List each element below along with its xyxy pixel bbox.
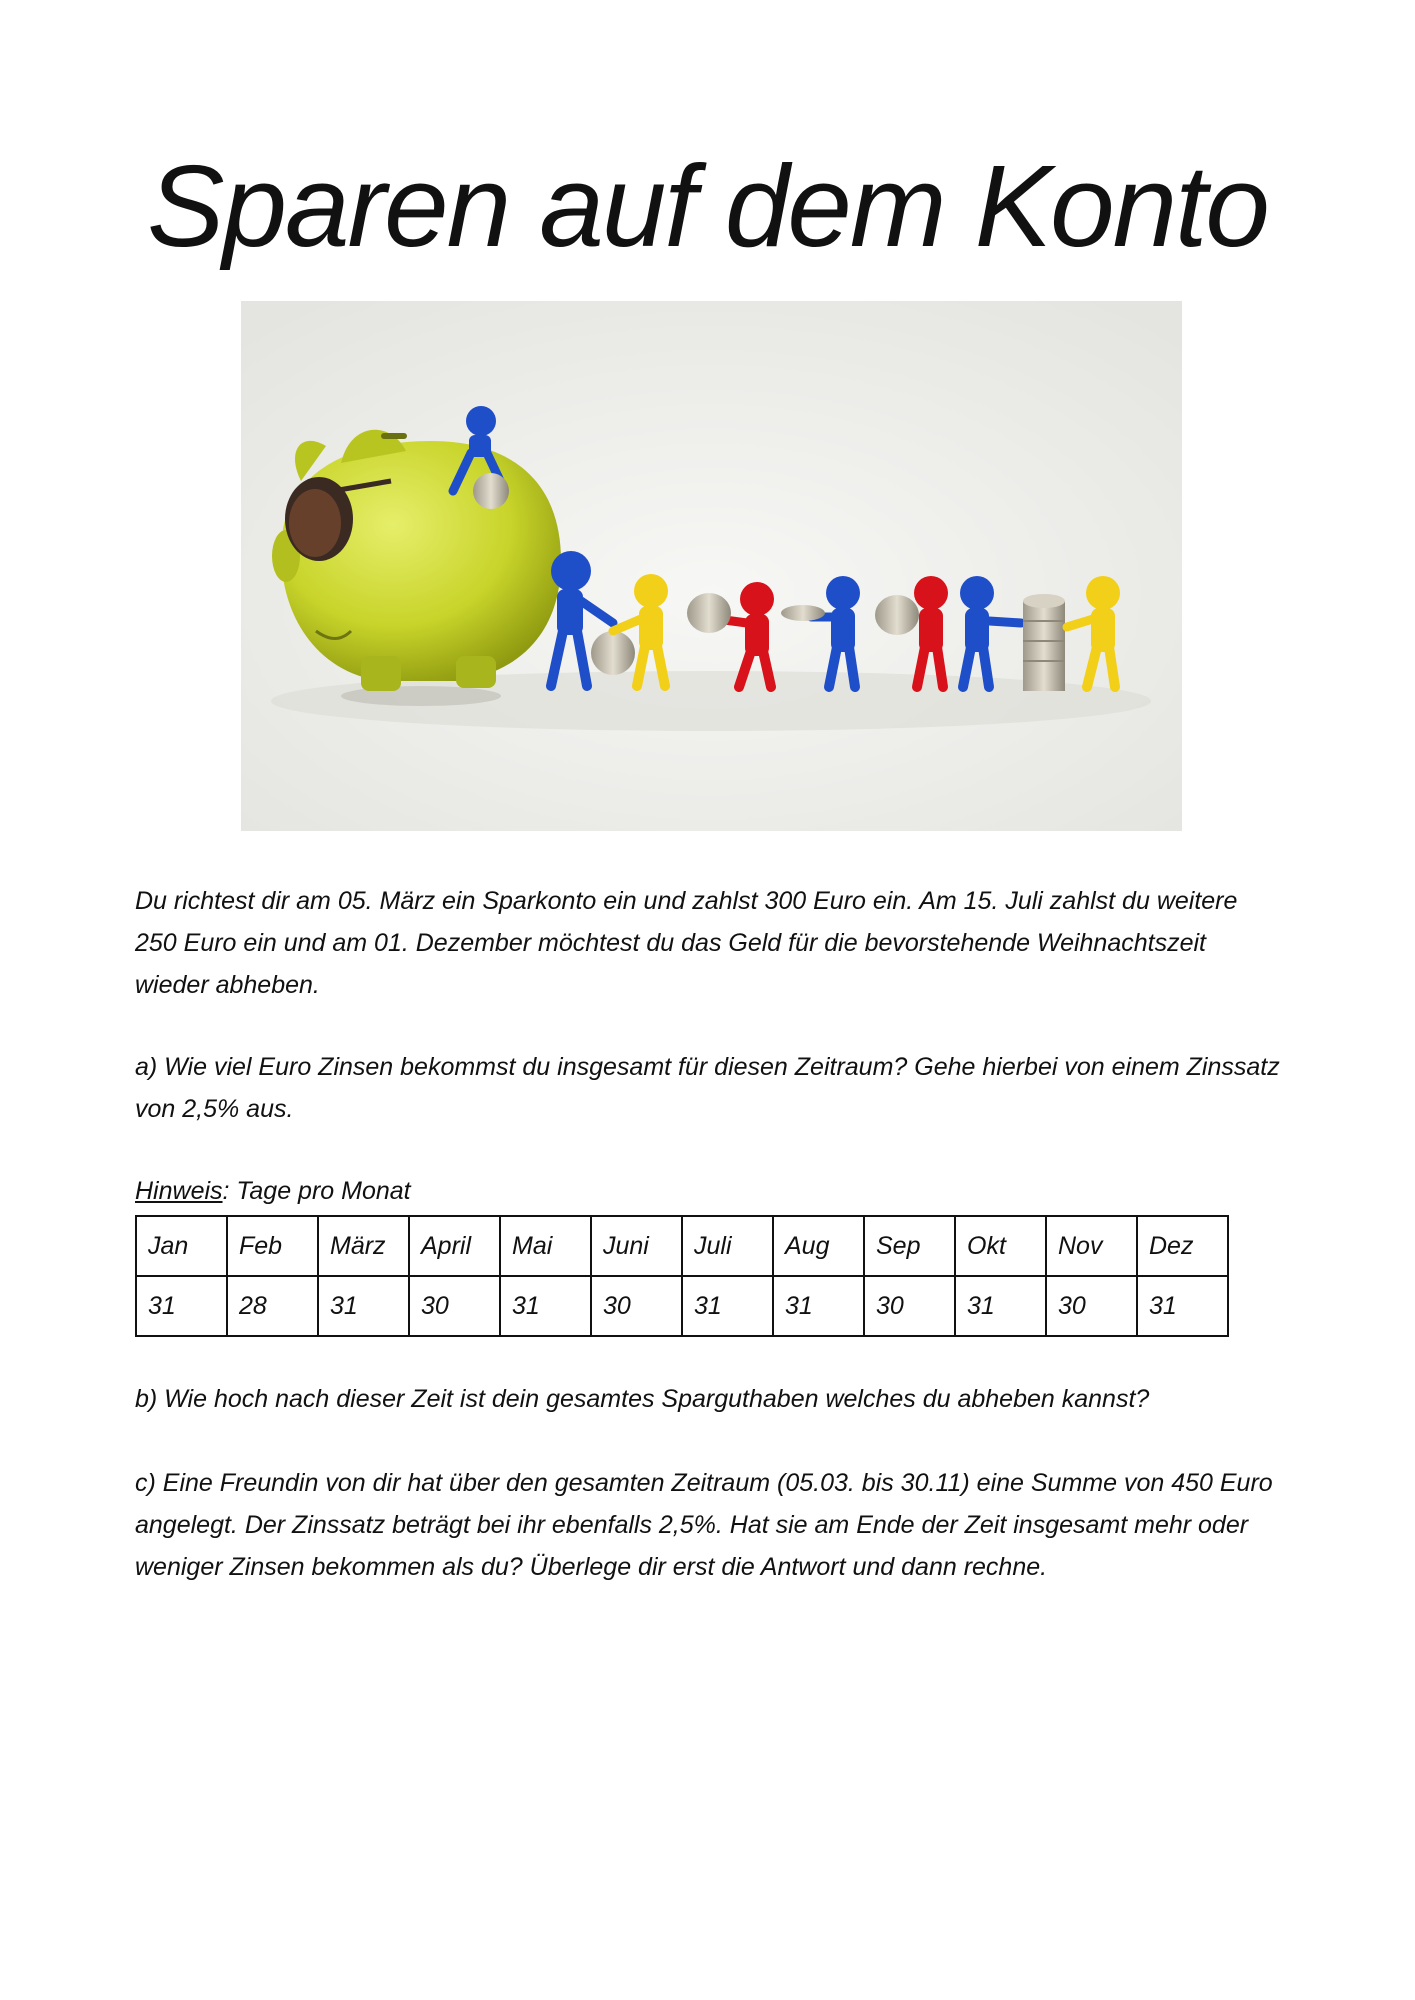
month-days-cell: 31 <box>682 1276 773 1336</box>
piggy-bank-photo <box>241 301 1182 831</box>
days-per-month-table <box>135 1215 1229 1337</box>
month-days-cell: 31 <box>500 1276 591 1336</box>
month-name-cell: Juni <box>591 1216 682 1276</box>
month-name-cell: März <box>318 1216 409 1276</box>
hint-label: Hinweis <box>135 1177 223 1205</box>
question-b: b) Wie hoch nach dieser Zeit ist dein gesamtes Sparguthaben welches du abheben kannst? <box>135 1385 1150 1413</box>
hint-text: : Tage pro Monat <box>222 1177 411 1205</box>
month-days-cell: 31 <box>136 1276 227 1336</box>
intro-paragraph: Du richtest dir am 05. März ein Sparkonto ein und zahlst 300 Euro ein. Am 15. Juli zahlst du weitere 250 Euro ein und am 01. Dezember möchtest du das Geld für die bevorstehende Weihnachtszeit wieder abheben. <box>135 887 1238 999</box>
month-days-cell: 31 <box>318 1276 409 1336</box>
question-c: c) Eine Freundin von dir hat über den gesamten Zeitraum (05.03. bis 30.11) eine Summe von 450 Euro angelegt. Der Zinssatz beträgt bei ihr ebenfalls 2,5%. Hat sie am Ende der Zeit insgesamt mehr oder weniger Zinsen bekommen als du? Überlege dir erst die Antwort und dann rechne. <box>135 1469 1273 1581</box>
month-days-cell: 31 <box>1137 1276 1228 1336</box>
month-names-row <box>136 1216 1228 1276</box>
month-days-cell: 30 <box>1046 1276 1137 1336</box>
month-name-cell: Sep <box>864 1216 955 1276</box>
month-name-cell: April <box>409 1216 500 1276</box>
month-days-row <box>136 1276 1228 1336</box>
month-days-cell: 31 <box>955 1276 1046 1336</box>
month-name-cell: Mai <box>500 1216 591 1276</box>
hint-line <box>135 1170 1285 1212</box>
question-a: a) Wie viel Euro Zinsen bekommst du insgesamt für diesen Zeitraum? Gehe hierbei von einem Zinssatz von 2,5% aus. <box>135 1053 1280 1123</box>
month-name-cell: Jan <box>136 1216 227 1276</box>
month-name-cell: Okt <box>955 1216 1046 1276</box>
month-days-cell: 31 <box>773 1276 864 1336</box>
month-days-cell: 30 <box>409 1276 500 1336</box>
coin-stack <box>1023 594 1065 691</box>
month-name-cell: Feb <box>227 1216 318 1276</box>
month-name-cell: Aug <box>773 1216 864 1276</box>
page-title: Sparen auf dem Konto <box>147 141 1268 271</box>
month-days-cell: 28 <box>227 1276 318 1336</box>
month-name-cell: Dez <box>1137 1216 1228 1276</box>
month-days-cell: 30 <box>864 1276 955 1336</box>
month-name-cell: Nov <box>1046 1216 1137 1276</box>
month-days-cell: 30 <box>591 1276 682 1336</box>
piggy-bank-illustration <box>241 301 1182 831</box>
month-name-cell: Juli <box>682 1216 773 1276</box>
